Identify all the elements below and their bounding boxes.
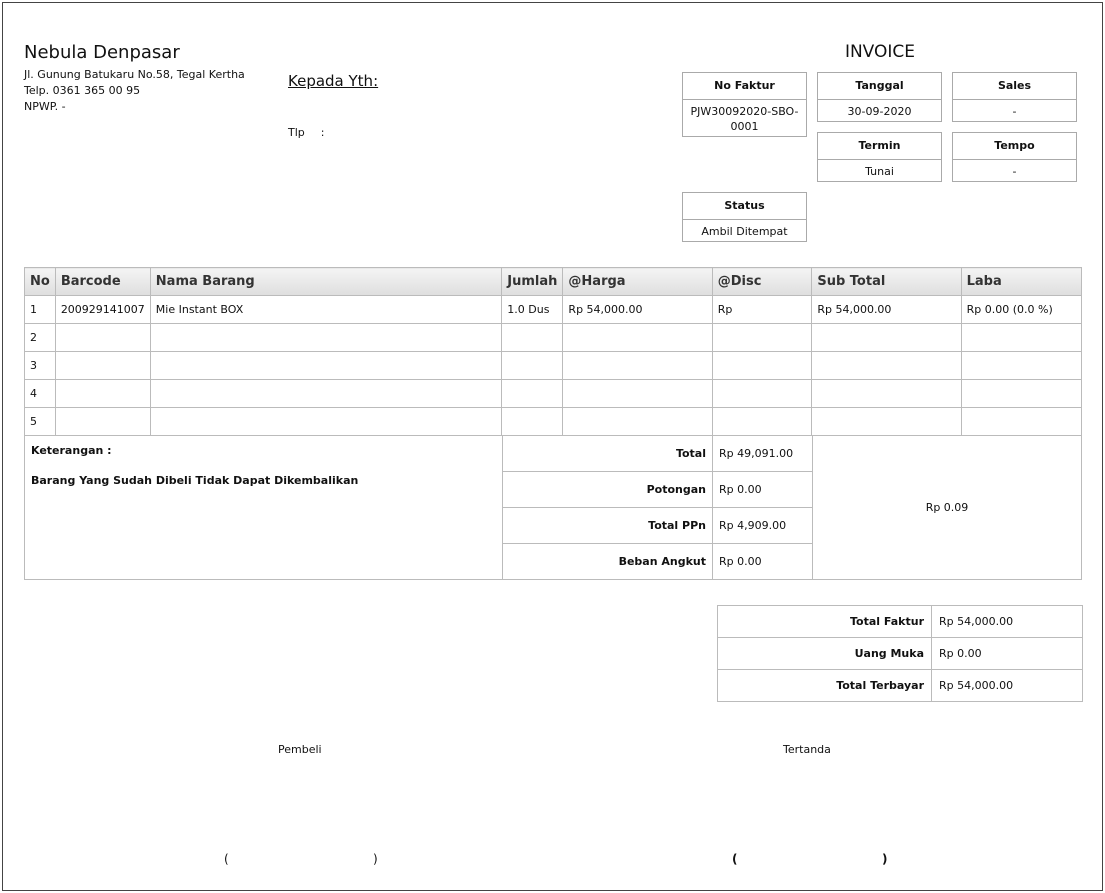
signature-pembeli-label: Pembeli [278,743,322,756]
no-faktur-label: No Faktur [683,73,806,100]
invoice-title: INVOICE [844,42,916,62]
cell-harga [563,324,712,352]
cell-laba [961,324,1081,352]
totals-row-terbayar [718,670,1083,702]
cell-jumlah [502,380,563,408]
cell-laba: Rp 0.00 (0.0 %) [961,296,1081,324]
table-row [25,380,1082,408]
status-value: Ambil Ditempat [701,225,788,238]
tlp-separator: : [320,126,325,139]
recipient-phone [288,126,324,139]
cell-harga: Rp 54,000.00 [563,296,712,324]
sales-label: Sales [953,73,1076,100]
cell-laba [961,352,1081,380]
cell-no: 5 [25,408,56,436]
keterangan-text: Barang Yang Sudah Dibeli Tidak Dapat Dikembalikan [31,474,359,487]
cell-jumlah [502,352,563,380]
signature-pembeli-close: ) [373,852,378,866]
table-row [25,296,1082,324]
ppn-label: Total PPn [503,508,713,544]
cell-nama-barang [150,324,502,352]
cell-no: 3 [25,352,56,380]
signature-pembeli-open: ( [224,852,229,866]
col-header-disc: @Disc [712,268,812,296]
cell-sub-total [812,324,961,352]
company-npwp: NPWP. - [24,100,66,113]
tanggal-label: Tanggal [818,73,941,100]
cell-sub-total: Rp 54,000.00 [812,296,961,324]
col-header-nama-barang: Nama Barang [150,268,502,296]
tempo-label: Tempo [953,133,1076,160]
signature-tertanda-close: ) [882,852,888,866]
col-header-laba: Laba [961,268,1081,296]
company-phone: Telp. 0361 365 00 95 [24,84,141,97]
ppn-value: Rp 4,909.00 [713,508,813,544]
termin-box [817,132,942,182]
col-header-sub-total: Sub Total [812,268,961,296]
cell-nama-barang [150,408,502,436]
cell-disc [712,352,812,380]
termin-label: Termin [818,133,941,160]
table-row [25,408,1082,436]
company-address: Jl. Gunung Batukaru No.58, Tegal Kertha [24,68,245,81]
uang-muka-value: Rp 0.00 [932,638,1083,670]
summary-row-total [503,436,813,472]
tempo-box [952,132,1077,182]
cell-sub-total [812,380,961,408]
status-label: Status [683,193,806,220]
cell-nama-barang [150,352,502,380]
total-terbayar-label: Total Terbayar [718,670,932,702]
cell-nama-barang [150,380,502,408]
signature-tertanda-label: Tertanda [783,743,831,756]
total-label: Total [503,436,713,472]
col-header-harga: @Harga [563,268,712,296]
totals-table [717,605,1083,702]
keterangan-label: Keterangan : [31,444,112,457]
cell-laba [961,380,1081,408]
cell-jumlah [502,408,563,436]
cell-harga [563,408,712,436]
cell-laba [961,408,1081,436]
col-header-no: No [25,268,56,296]
cell-barcode [55,408,150,436]
cell-no: 4 [25,380,56,408]
termin-value: Tunai [865,165,894,178]
totals-row-uang-muka [718,638,1083,670]
summary-block [24,435,1082,580]
total-terbayar-value: Rp 54,000.00 [932,670,1083,702]
total-faktur-value: Rp 54,000.00 [932,606,1083,638]
summary-table [502,435,813,580]
summary-row-potongan [503,472,813,508]
recipient-label: Kepada Yth: [288,72,379,90]
sales-value: - [1012,105,1017,118]
company-name: Nebula Denpasar [24,42,180,63]
cell-disc [712,324,812,352]
potongan-label: Potongan [503,472,713,508]
no-faktur-value: PJW30092020-SBO-0001 [690,105,799,133]
cell-jumlah [502,324,563,352]
summary-row-angkut [503,544,813,580]
summary-row-ppn [503,508,813,544]
sales-box [952,72,1077,122]
tlp-label: Tlp [288,126,305,139]
cell-barcode [55,352,150,380]
totals-row-faktur [718,606,1083,638]
cell-harga [563,352,712,380]
tanggal-box [817,72,942,122]
tanggal-value: 30-09-2020 [847,105,912,118]
signature-tertanda-open: ( [732,852,738,866]
potongan-value: Rp 0.00 [713,472,813,508]
summary-side-value: Rp 0.09 [925,501,969,514]
table-row [25,352,1082,380]
angkut-label: Beban Angkut [503,544,713,580]
items-header-row [25,268,1082,296]
cell-sub-total [812,352,961,380]
cell-jumlah: 1.0 Dus [502,296,563,324]
cell-barcode: 200929141007 [55,296,150,324]
col-header-jumlah: Jumlah [502,268,563,296]
total-value: Rp 49,091.00 [713,436,813,472]
cell-disc [712,408,812,436]
angkut-value: Rp 0.00 [713,544,813,580]
tempo-value: - [1012,165,1017,178]
items-table [24,267,1082,436]
col-header-barcode: Barcode [55,268,150,296]
uang-muka-label: Uang Muka [718,638,932,670]
table-row [25,324,1082,352]
cell-nama-barang: Mie Instant BOX [150,296,502,324]
cell-barcode [55,380,150,408]
status-box [682,192,807,242]
cell-no: 1 [25,296,56,324]
no-faktur-box [682,72,807,137]
cell-disc: Rp [712,296,812,324]
cell-barcode [55,324,150,352]
total-faktur-label: Total Faktur [718,606,932,638]
cell-no: 2 [25,324,56,352]
cell-disc [712,380,812,408]
cell-sub-total [812,408,961,436]
cell-harga [563,380,712,408]
